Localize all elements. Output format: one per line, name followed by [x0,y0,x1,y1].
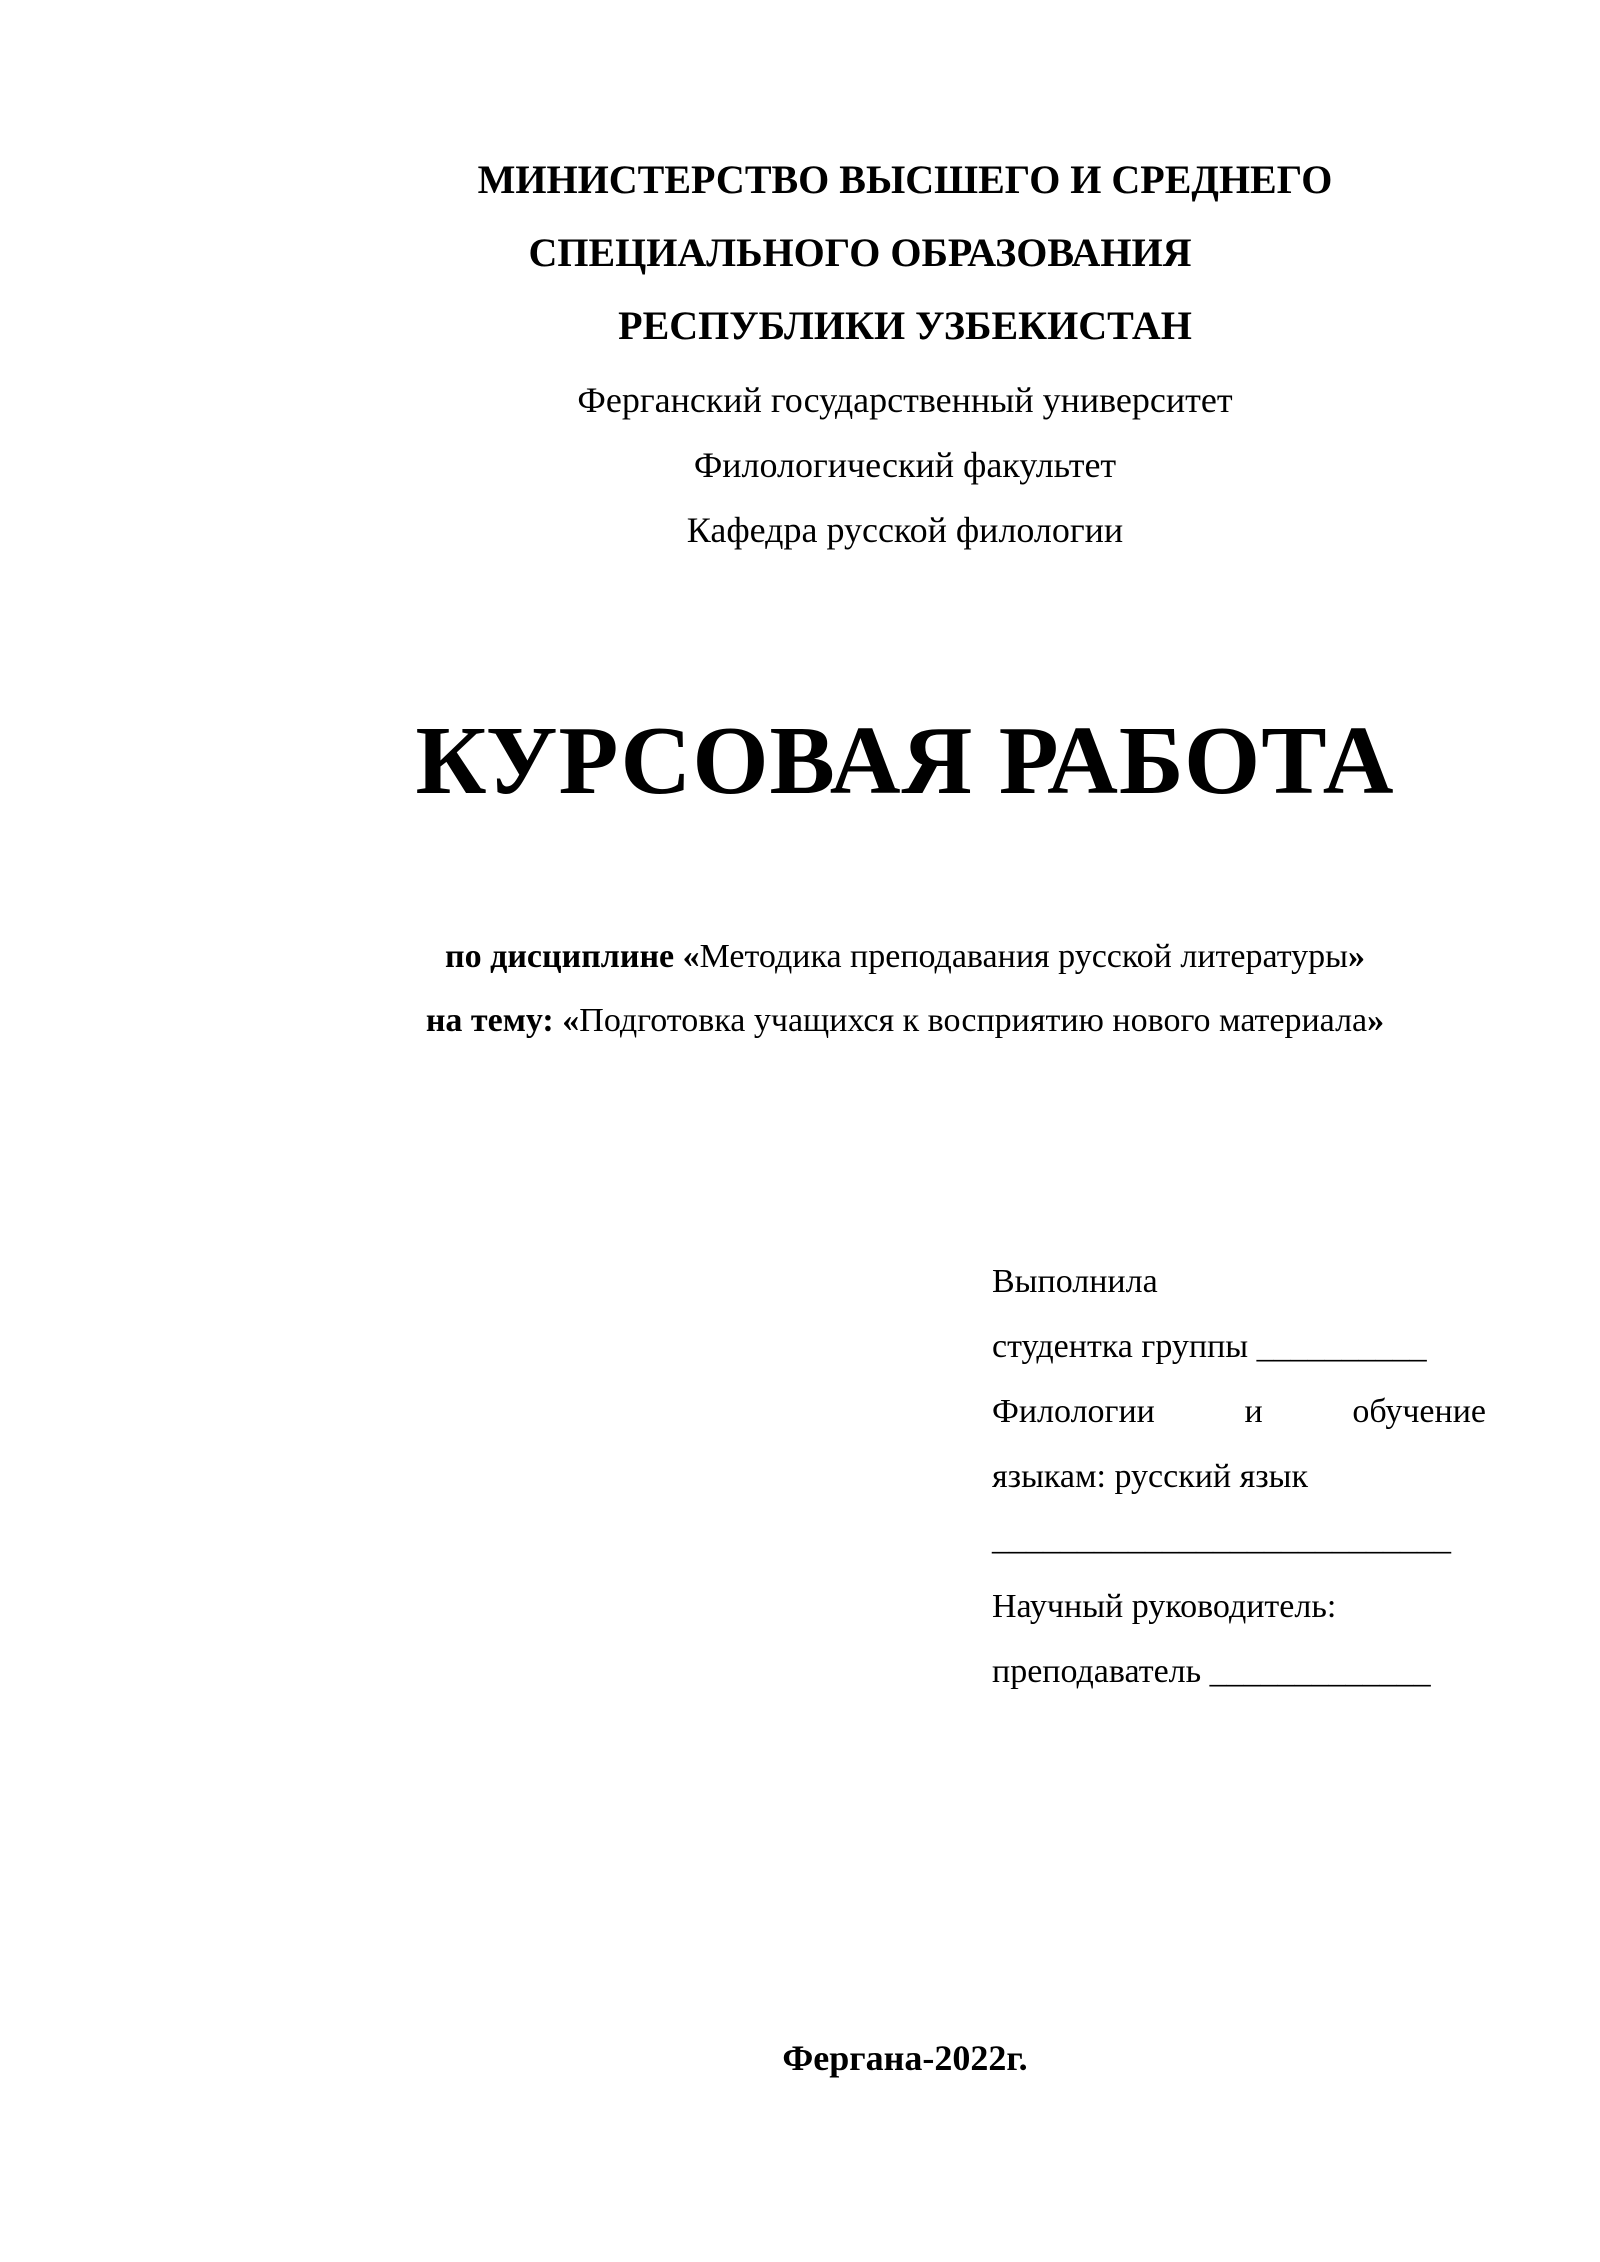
department-name: Кафедра русской филологии [686,510,1124,550]
discipline-value: Методика преподавания русской литературы [699,938,1348,975]
discipline-line [0,940,1600,974]
blank-underline: ___________________________ [992,1520,1451,1557]
teacher-line: преподаватель _____________ [992,1653,1431,1690]
topic-value: Подготовка учащихся к восприятию нового материала [579,1002,1368,1039]
topic-close-quote: » [1367,1002,1385,1039]
specialty-word-3: обучение [1352,1393,1486,1430]
ministry-line-2: СПЕЦИАЛЬНОГО ОБРАЗОВАНИЯ [528,230,1192,275]
ministry-line-1: МИНИСТЕРСТВО ВЫСШЕГО И СРЕДНЕГО [477,157,1333,202]
discipline-label: по дисциплине « [445,938,700,975]
specialty-word-1: Филологии [992,1393,1155,1430]
topic-line [0,1004,1600,1038]
discipline-close-quote: » [1347,938,1365,975]
student-group-line: студентка группы __________ [992,1328,1427,1365]
specialty-line-1 [992,1395,1486,1429]
specialty-word-2: и [1244,1393,1263,1430]
supervisor-label: Научный руководитель: [992,1588,1337,1625]
university-name: Ферганский государственный университет [577,380,1233,420]
ministry-line-3: РЕСПУБЛИКИ УЗБЕКИСТАН [618,303,1192,348]
faculty-name: Филологический факультет [693,445,1117,485]
document-title: КУРСОВАЯ РАБОТА [415,707,1395,815]
performed-by-label: Выполнила [992,1263,1158,1300]
specialty-line-2: языкам: русский язык [992,1458,1309,1495]
city-year: Фергана-2022г. [782,2038,1028,2078]
topic-label: на тему: « [425,1002,580,1039]
